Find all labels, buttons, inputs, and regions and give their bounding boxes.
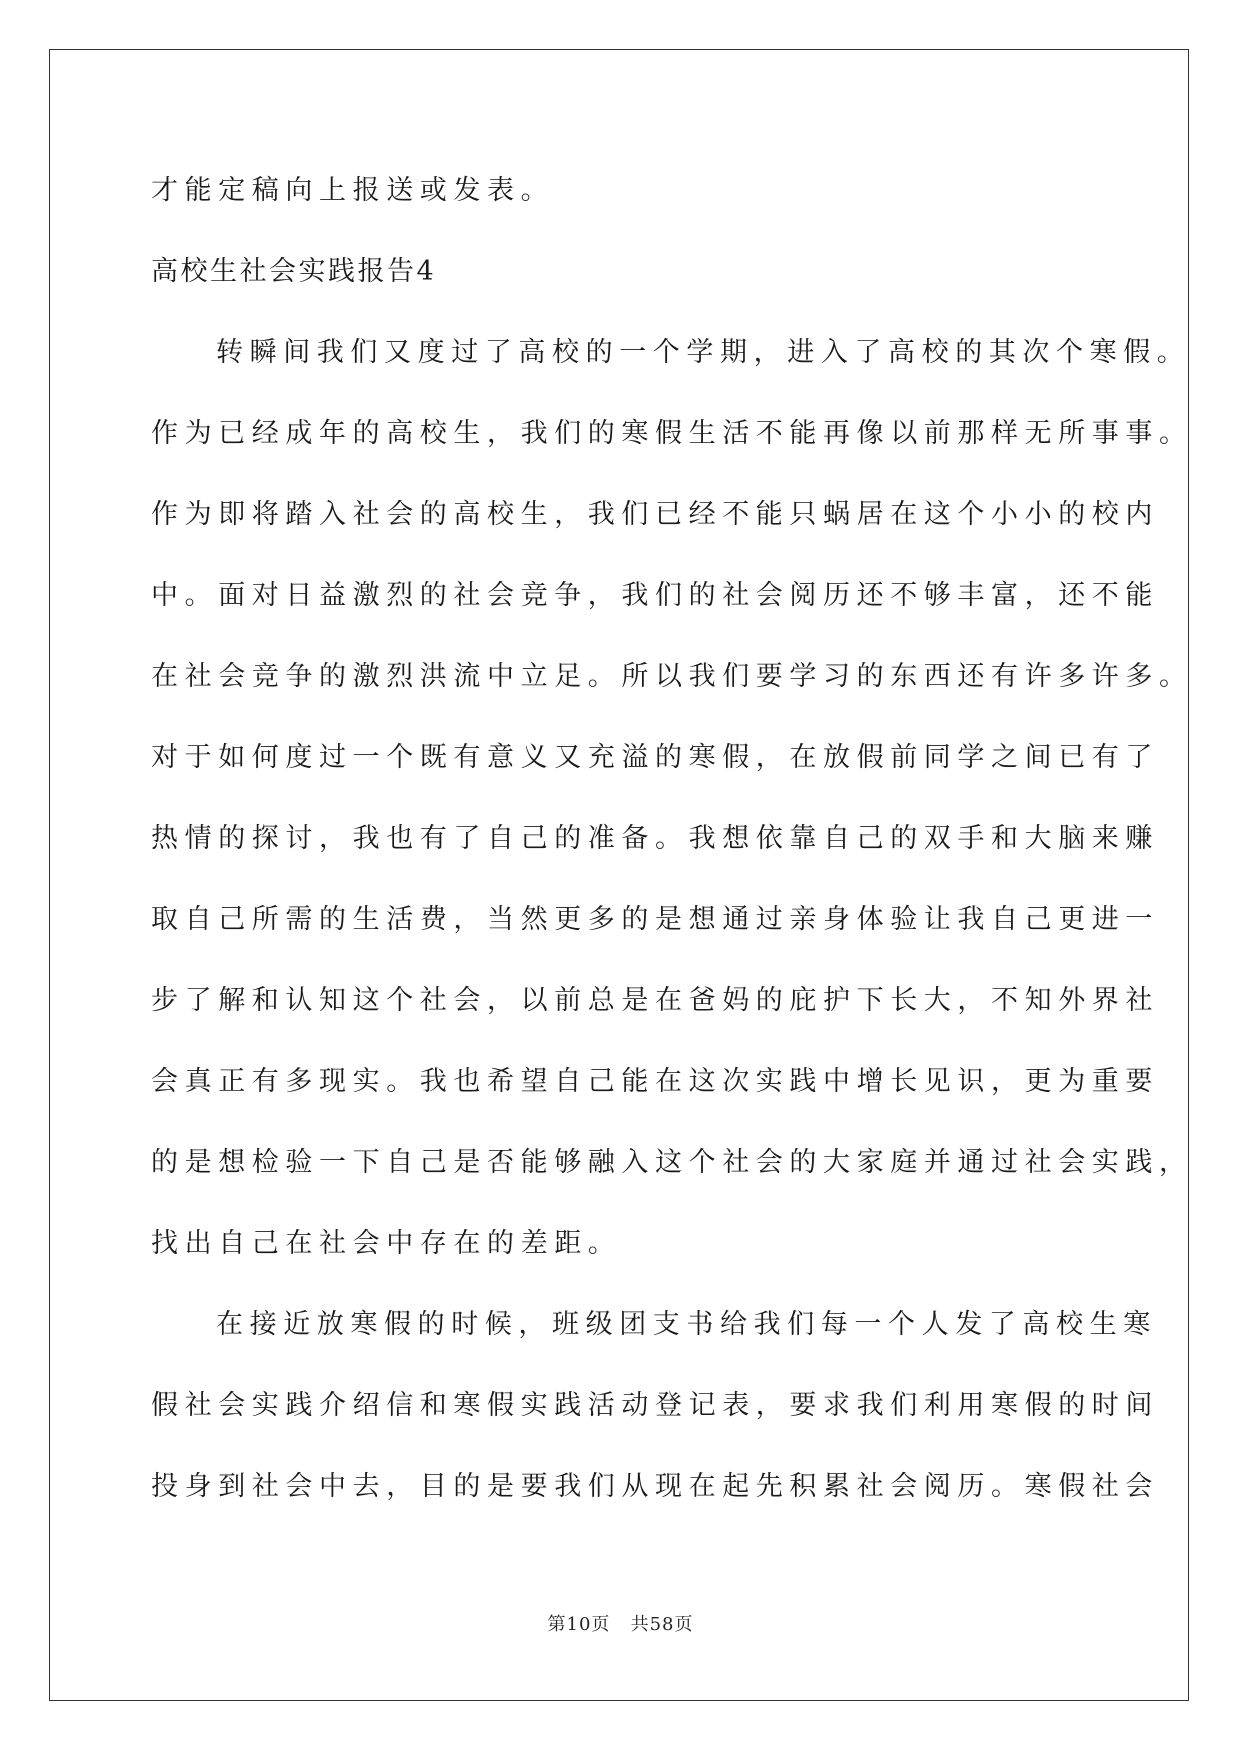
- page-frame: [49, 49, 1189, 1701]
- body-line: 找出自己在社会中存在的差距。: [151, 1228, 622, 1259]
- body-line: 投身到社会中去，目的是要我们从现在起先积累社会阅历。寒假社会: [151, 1471, 1159, 1502]
- page-total: 共58页: [630, 1614, 694, 1635]
- body-line: 在社会竞争的激烈洪流中立足。所以我们要学习的东西还有许多许多。: [151, 661, 1193, 692]
- paragraph-first-line: 在接近放寒假的时候，班级团支书给我们每一个人发了高校生寒: [216, 1309, 1157, 1340]
- body-line: 才能定稿向上报送或发表。: [151, 175, 555, 206]
- page-number: 第10页: [547, 1614, 611, 1635]
- body-line: 作为已经成年的高校生，我们的寒假生活不能再像以前那样无所事事。: [151, 418, 1193, 449]
- body-line: 对于如何度过一个既有意义又充溢的寒假，在放假前同学之间已有了: [151, 742, 1159, 773]
- body-line: 的是想检验一下自己是否能够融入这个社会的大家庭并通过社会实践，: [151, 1147, 1193, 1178]
- paragraph-first-line: 转瞬间我们又度过了高校的一个学期，进入了高校的其次个寒假。: [216, 337, 1191, 368]
- body-line: 中。面对日益激烈的社会竞争，我们的社会阅历还不够丰富，还不能: [151, 580, 1159, 611]
- body-line: 作为即将踏入社会的高校生，我们已经不能只蜗居在这个小小的校内: [151, 499, 1159, 530]
- body-line: 假社会实践介绍信和寒假实践活动登记表，要求我们利用寒假的时间: [151, 1390, 1159, 1421]
- page-footer: [0, 1614, 1241, 1636]
- section-heading: 高校生社会实践报告4: [151, 256, 437, 287]
- body-line: 取自己所需的生活费，当然更多的是想通过亲身体验让我自己更进一: [151, 904, 1159, 935]
- body-line: 热情的探讨，我也有了自己的准备。我想依靠自己的双手和大脑来赚: [151, 823, 1159, 854]
- body-line: 步了解和认知这个社会，以前总是在爸妈的庇护下长大，不知外界社: [151, 985, 1159, 1016]
- body-line: 会真正有多现实。我也希望自己能在这次实践中增长见识，更为重要: [151, 1066, 1159, 1097]
